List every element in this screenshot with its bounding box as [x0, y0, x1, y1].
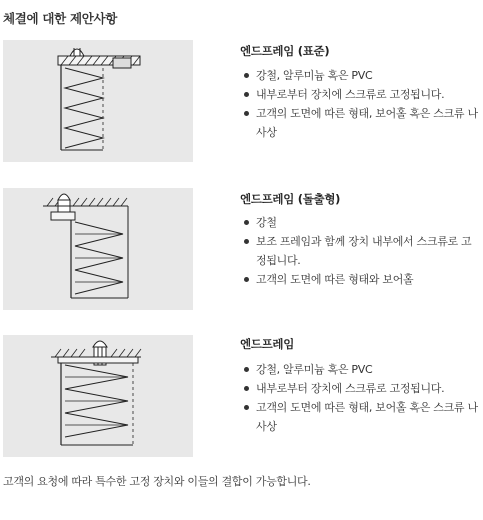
block-title: 엔드프레임 (표준): [240, 44, 330, 58]
bullet-icon: [244, 111, 249, 116]
list-item: 강철, 알루미늄 혹은 PVC: [240, 360, 480, 379]
bullet-icon: [244, 239, 249, 244]
block-title: 엔드프레임: [240, 337, 295, 351]
page-title: 체결에 대한 제안사항: [3, 11, 118, 26]
list-item: 고객의 도면에 따른 형태, 보어홀 혹은 스크류 나사상: [240, 104, 480, 142]
list-item: 고객의 도면에 따른 형태, 보어홀 혹은 스크류 나사상: [240, 398, 480, 436]
bullet-icon: [244, 405, 249, 410]
list-item: 내부로부터 장치에 스크류로 고정됩니다.: [240, 85, 480, 104]
bullet-icon: [244, 386, 249, 391]
list-item: 보조 프레임과 함께 장치 내부에서 스크류로 고정됩니다.: [240, 232, 480, 270]
bullet-icon: [244, 92, 249, 97]
bullet-icon: [244, 73, 249, 78]
bullet-icon: [244, 220, 249, 225]
bullet-icon: [244, 367, 249, 372]
bullet-list: [240, 360, 480, 436]
list-item: 강철: [240, 213, 480, 232]
list-item: 고객의 도면에 따른 형태와 보어홀: [240, 270, 480, 289]
list-item: 강철, 알루미늄 혹은 PVC: [240, 66, 480, 85]
diagram-end-frame: [3, 335, 193, 457]
bullet-list: [240, 213, 480, 289]
bullet-list: [240, 66, 480, 142]
diagram-end-frame-protruding: [3, 188, 193, 310]
diagram-end-frame-standard: [3, 40, 193, 162]
footer-note: 고객의 요청에 따라 특수한 고정 장치와 이들의 결합이 가능합니다.: [3, 475, 311, 488]
list-item: 내부로부터 장치에 스크류로 고정됩니다.: [240, 379, 480, 398]
bullet-icon: [244, 277, 249, 282]
block-title: 엔드프레임 (돌출형): [240, 192, 341, 206]
